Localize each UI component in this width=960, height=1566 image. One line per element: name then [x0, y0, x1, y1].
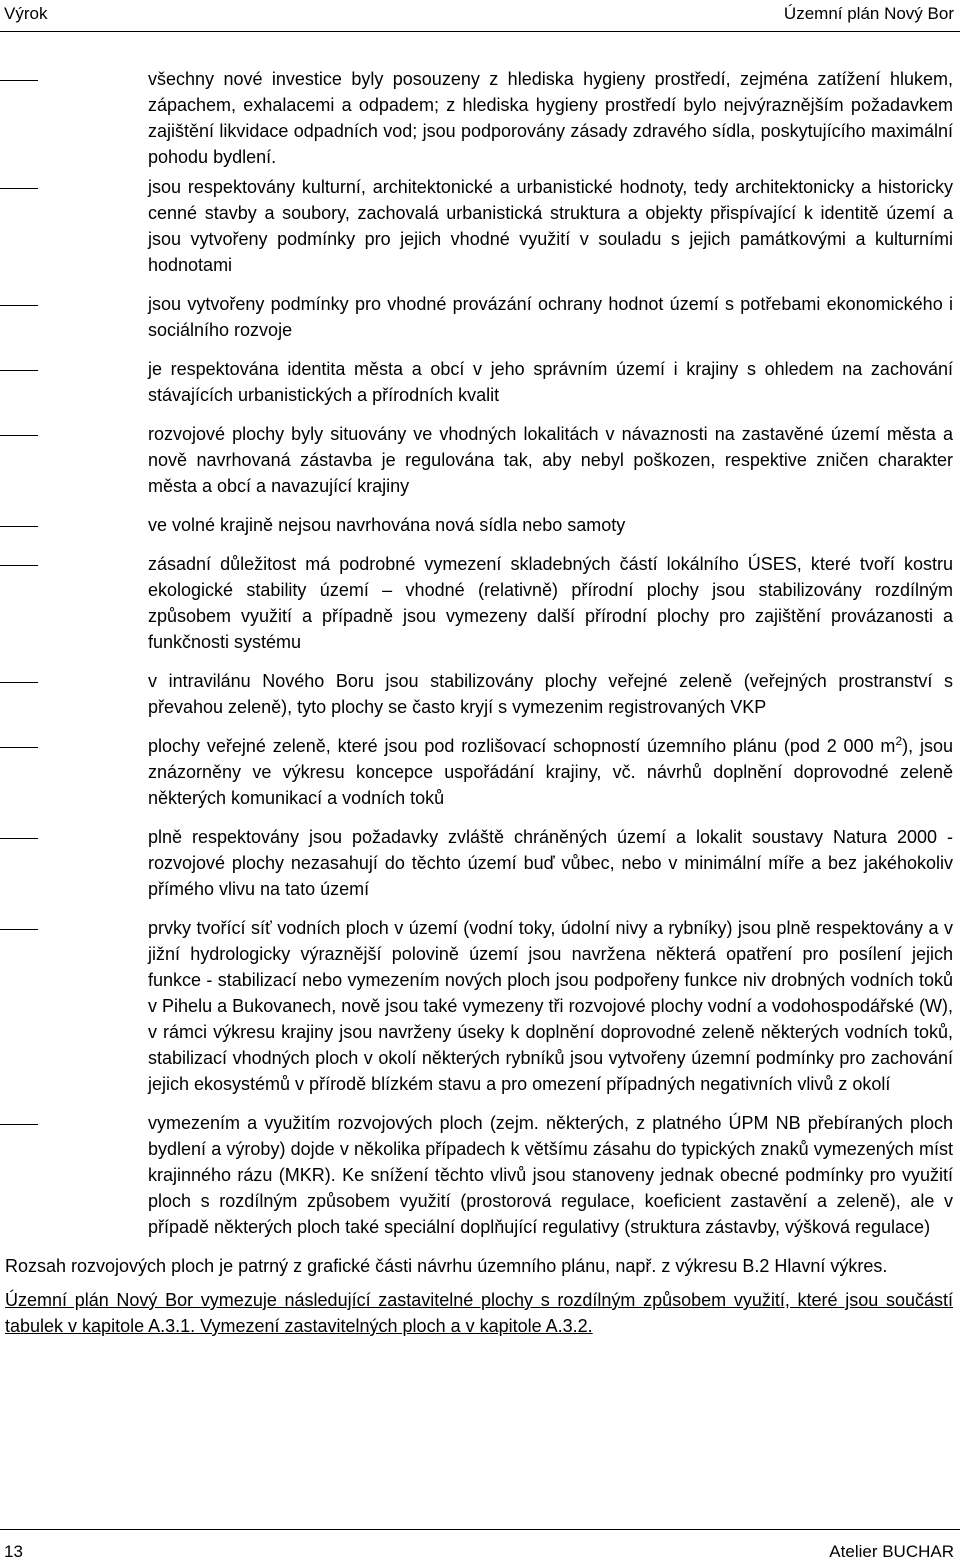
- dash-bullet-icon: [0, 526, 38, 527]
- dash-bullet-icon: [0, 747, 38, 748]
- list-item-text: jsou respektovány kulturní, architektonické a urbanistické hodnoty, tedy architektonicky a historicky cenné stavby a soubory, zachovalá urbanistická struktura a objekty přispívající k identitě území a jsou vytvořeny podmínky pro jejich vhodné využití v souladu s jejich památkovými a kulturními hodnotami: [148, 177, 953, 275]
- list-item: [0, 915, 960, 1097]
- list-item: [0, 733, 960, 811]
- dash-bullet-icon: [0, 370, 38, 371]
- page-header: [0, 0, 960, 32]
- dash-bullet-icon: [0, 305, 38, 306]
- list-item-text: všechny nové investice byly posouzeny z hlediska hygieny prostředí, zejména zatížení hlukem, zápachem, exhalacemi a odpadem; z hlediska hygieny prostředí bylo nejvýraznějším požadavkem zajištění likvidace odpadních vod; jsou podporovány zásady zdravého sídla, poskytujícího maximální pohodu bydlení.: [148, 69, 953, 167]
- paragraph-plan-range: Rozsah rozvojových ploch je patrný z grafické části návrhu územního plánu, např. z výkresu B.2 Hlavní výkres.: [5, 1256, 888, 1276]
- dash-bullet-icon: [0, 929, 38, 930]
- list-item: [0, 421, 960, 499]
- paragraph-buildable-areas: Územní plán Nový Bor vymezuje následující zastavitelné plochy s rozdílným způsobem využití, které jsou součástí tabulek v kapitole A.3.1. Vymezení zastavitelných ploch a v kapitole A.3.2.: [5, 1290, 953, 1336]
- header-document-title: Územní plán Nový Bor: [783, 4, 954, 23]
- dash-bullet-icon: [0, 1124, 38, 1125]
- list-item: [0, 512, 960, 538]
- list-item-text-part: ), jsou znázorněny ve výkresu koncepce uspořádání krajiny, vč. návrhů doplnění doprovodné zeleně některých komunikací a vodních toků: [148, 736, 953, 808]
- list-item-text: ve volné krajině nejsou navrhována nová sídla nebo samoty: [148, 515, 626, 535]
- dash-bullet-icon: [0, 682, 38, 683]
- dash-bullet-icon: [0, 838, 38, 839]
- dash-bullet-icon: [0, 565, 38, 566]
- dash-bullet-icon: [0, 188, 38, 189]
- footer-author: Atelier BUCHAR: [829, 1542, 954, 1561]
- list-item: [0, 291, 960, 343]
- list-item: [0, 551, 960, 655]
- list-item-text: jsou vytvořeny podmínky pro vhodné provázání ochrany hodnot území s potřebami ekonomického i sociálního rozvoje: [148, 294, 953, 340]
- list-item-text: plně respektovány jsou požadavky zvláště chráněných území a lokalit soustavy Natura 2000 - rozvojové plochy nezasahují do těchto území buď vůbec, nebo v minimální míře a bez jakéhokoliv přímého vlivu na tato území: [148, 827, 953, 899]
- superscript: 2: [895, 734, 903, 748]
- list-item: [0, 824, 960, 902]
- list-item-text: v intravilánu Nového Boru jsou stabilizovány plochy veřejné zeleně (veřejných prostranství s převahou zeleně), tyto plochy se často kryjí s vymezenim registrovaných VKP: [148, 671, 953, 717]
- bullet-list: [0, 66, 960, 1240]
- list-item: [0, 356, 960, 408]
- list-item-text: vymezením a využitím rozvojových ploch (zejm. některých, z platného ÚPM NB přebíraných ploch bydlení a výroby) dojde v několika případech k většímu zásahu do typických znaků vymezených míst krajinného rázu (MKR). Ke snížení těchto vlivů jsou stanoveny jednak obecné podmínky pro využití ploch s rozdílným způsobem využití (prostorová regulace, koeficient zastavění a zeleně), ale v případě některých ploch také speciální doplňující regulativy (struktura zástavby, výšková regulace): [148, 1113, 953, 1237]
- list-item: [0, 174, 960, 278]
- page-footer: [0, 1529, 960, 1566]
- list-item-text: je respektována identita města a obcí v jeho správním území i krajiny s ohledem na zachování stávajících urbanistických a přírodních kvalit: [148, 359, 953, 405]
- header-section-label: Výrok: [4, 4, 48, 23]
- list-item: [0, 66, 960, 170]
- dash-bullet-icon: [0, 435, 38, 436]
- page-number: 13: [4, 1542, 23, 1561]
- dash-bullet-icon: [0, 80, 38, 81]
- list-item: [0, 668, 960, 720]
- list-item-text-part: plochy veřejné zeleně, které jsou pod rozlišovací schopností územního plánu (pod 2 000 m: [148, 736, 896, 756]
- list-item-text: prvky tvořící síť vodních ploch v území (vodní toky, údolní nivy a rybníky) jsou plně respektovány a v jižní hydrologicky výraznější polovině území jsou navržena některá opatření pro posílení jejich funkce - stabilizací nebo vymezením nových ploch jsou podpořeny funkce niv drobných vodních toků v Pihelu a Bukovanech, nově jsou také vymezeny tři rozvojové plochy vodní a vodohospodářské (W), v rámci výkresu krajiny jsou navrženy úseky k doplnění doprovodné zeleně některých vodních toků, stabilizací vhodných ploch v okolí některých rybníků jsou vytvořeny územní podmínky pro zachování jejich ekosystémů v přírodě blízkém stavu a pro omezení případných negativních vlivů z okolí: [148, 918, 953, 1094]
- list-item: [0, 1110, 960, 1240]
- list-item-text: [148, 736, 953, 808]
- list-item-text: rozvojové plochy byly situovány ve vhodných lokalitách v návaznosti na zastavěné území města a nově navrhovaná zástavba je regulována tak, aby nebyl poškozen, respektive zničen charakter města a obcí a navazující krajiny: [148, 424, 953, 496]
- list-item-text: zásadní důležitost má podrobné vymezení skladebných částí lokálního ÚSES, které tvoří kostru ekologické stability území – vhodné (relativně) přírodní plochy jsou stabilizovány rozdílným způsobem využití a případně jsou vymezeny další přírodní plochy pro zajištění provázanosti a funkčnosti systému: [148, 554, 953, 652]
- main-content: [0, 66, 960, 1339]
